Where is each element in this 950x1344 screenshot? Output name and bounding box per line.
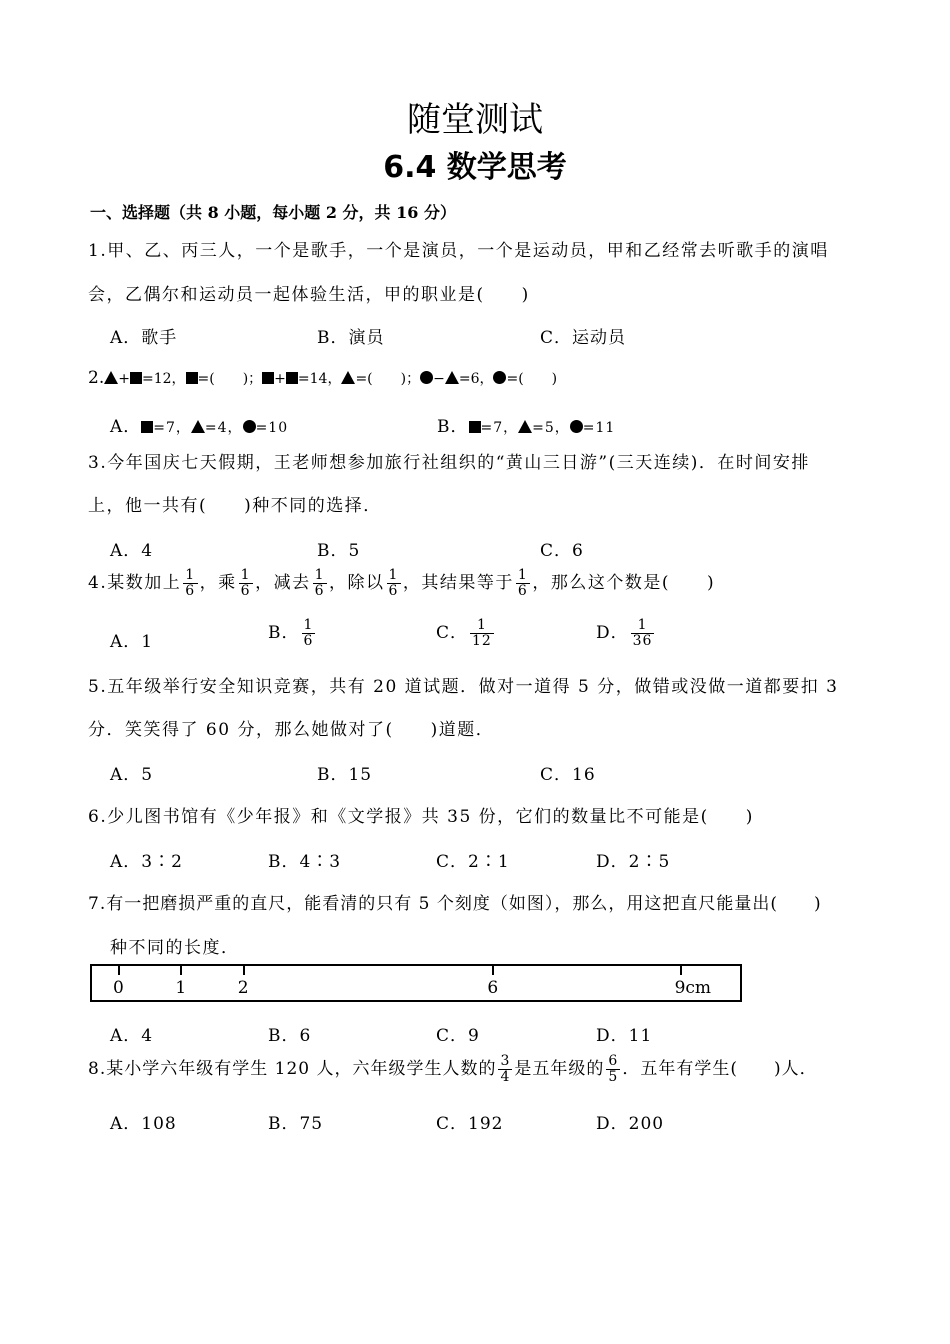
page-subtitle: 6.4 数学思考 <box>383 150 567 185</box>
q7-line1: 7.有一把磨损严重的直尺，能看清的只有 5 个刻度（如图），那么，用这把直尺能量出( ) <box>88 894 822 914</box>
q1-option-a: A．歌手 <box>110 328 178 348</box>
q2-option-b: B． =7， =5， =11 <box>437 417 616 437</box>
triangle-icon <box>445 371 459 384</box>
square-icon <box>469 421 481 433</box>
q5-line1: 5.五年级举行安全知识竞赛，共有 20 道试题．做对一道得 5 分，做错或没做一道都要扣 3 <box>88 677 839 697</box>
q2-number: 2. <box>88 368 105 388</box>
q4-option-c: C． $\frac{1}{12}$ <box>436 617 492 649</box>
q3-option-b: B．5 <box>317 541 361 561</box>
q3-line1: 3.今年国庆七天假期，王老师想参加旅行社组织的“黄山三日游”(三天连续)．在时间安排 <box>88 453 810 473</box>
circle-icon <box>493 371 506 384</box>
circle-icon <box>570 420 583 433</box>
q6-option-c: C．2∶1 <box>436 852 510 872</box>
square-icon <box>130 372 142 384</box>
fraction: $\frac{1}{6}$ <box>240 567 252 599</box>
q3-option-c: C．6 <box>540 541 584 561</box>
q4-option-b: B． $\frac{1}{6}$ <box>268 617 314 649</box>
square-icon <box>286 372 298 384</box>
q1-option-c: C．运动员 <box>540 328 627 348</box>
triangle-icon <box>104 371 118 384</box>
ruler-tick-label: 6 <box>487 978 499 998</box>
ruler-tick-label: 1 <box>175 978 187 998</box>
q1-line2: 会，乙偶尔和运动员一起体验生活，甲的职业是( ) <box>88 285 530 305</box>
circle-icon <box>243 420 256 433</box>
square-icon <box>186 372 198 384</box>
q6-option-a: A．3∶2 <box>110 852 183 872</box>
section-heading: 一、选择题（共 8 小题，每小题 2 分，共 16 分） <box>90 203 456 222</box>
q5-option-c: C．16 <box>540 765 596 785</box>
q4-option-a: A．1 <box>110 632 154 652</box>
ruler-tick <box>492 966 494 975</box>
fraction: $\frac{1}{6}$ <box>303 617 314 649</box>
q7-option-d: D．11 <box>596 1026 653 1046</box>
q8-option-d: D．200 <box>596 1114 665 1134</box>
q7-option-c: C．9 <box>436 1026 480 1046</box>
q8-option-b: B．75 <box>268 1114 324 1134</box>
q2-line: 2. + =12， =( )； + =14， =( )； − =6， =( ) <box>88 368 558 388</box>
fraction: $\frac{6}{5}$ <box>608 1053 619 1085</box>
ruler-tick-label: 0 <box>113 978 124 998</box>
ruler-tick <box>243 966 245 975</box>
ruler-diagram <box>90 964 742 1002</box>
fraction: $\frac{1}{6}$ <box>185 567 196 599</box>
q8-option-a: A．108 <box>110 1114 177 1134</box>
fraction: $\frac{3}{4}$ <box>500 1053 511 1085</box>
square-icon <box>262 372 274 384</box>
q8-option-c: C．192 <box>436 1114 504 1134</box>
q5-option-a: A．5 <box>110 765 154 785</box>
triangle-icon <box>341 371 355 384</box>
ruler-tick-label: 2 <box>237 978 249 998</box>
ruler-tick-label: 9cm <box>674 978 712 998</box>
q7-option-b: B．6 <box>268 1026 312 1046</box>
fraction: $\frac{1}{6}$ <box>517 567 529 599</box>
triangle-icon <box>191 420 205 433</box>
square-icon <box>141 421 153 433</box>
triangle-icon <box>518 420 532 433</box>
q6-line1: 6.少儿图书馆有《少年报》和《文学报》共 35 份，它们的数量比不可能是( ) <box>88 807 754 827</box>
fraction: $\frac{1}{36}$ <box>632 617 653 649</box>
ruler-tick <box>118 966 120 975</box>
q4-option-d: D． $\frac{1}{36}$ <box>596 617 653 649</box>
q8-line: 8.某小学六年级有学生 120 人，六年级学生人数的 $\frac{3}{4}$ 是五年级的 $\frac{6}{5}$ ．五年有学生( )人． <box>88 1053 818 1085</box>
q2-option-a: A． =7， =4， =10 <box>110 417 289 437</box>
ruler-tick <box>180 966 182 975</box>
q1-line1: 1.甲、乙、丙三人，一个是歌手，一个是演员，一个是运动员，甲和乙经常去听歌手的演唱 <box>88 241 829 261</box>
q6-option-d: D．2∶5 <box>596 852 671 872</box>
q6-option-b: B．4∶3 <box>268 852 342 872</box>
q3-option-a: A．4 <box>110 541 154 561</box>
fraction: $\frac{1}{6}$ <box>314 567 325 599</box>
q5-line2: 分．笑笑得了 60 分，那么她做对了( )道题． <box>88 720 495 740</box>
fraction: $\frac{1}{12}$ <box>472 617 492 649</box>
page-title: 随堂测试 <box>407 100 543 140</box>
q5-option-b: B．15 <box>317 765 373 785</box>
q4-line: 4.某数加上 $\frac{1}{6}$ ，乘 $\frac{1}{6}$ ，减去 $\frac{1}{6}$ ，除以 $\frac{1}{6}$ ，其结果等于 $\frac{1}{6}$ ，那么这个数是( ) <box>88 567 716 599</box>
circle-icon <box>420 371 433 384</box>
q1-option-b: B．演员 <box>317 328 385 348</box>
fraction: $\frac{1}{6}$ <box>388 567 399 599</box>
q3-line2: 上，他一共有( )种不同的选择． <box>88 496 382 516</box>
ruler-tick <box>680 966 682 975</box>
q7-option-a: A．4 <box>110 1026 154 1046</box>
q7-line2: 种不同的长度． <box>110 938 240 958</box>
